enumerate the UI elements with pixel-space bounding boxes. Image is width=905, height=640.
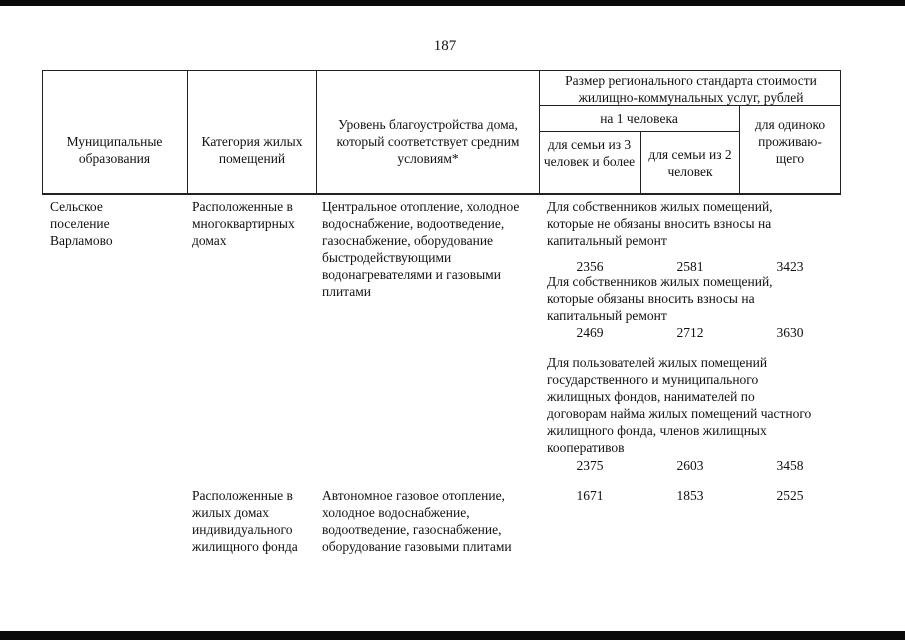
value-group3-family3: 2375 — [576, 458, 604, 473]
level-autonomous-gas-heating: Автономное газовое отопление, холодное водоснабжение, водоотведение, газоснабжение, оборудование газовыми плитами — [322, 488, 512, 554]
value-row2-family2: 1853 — [676, 488, 704, 503]
scan-bottom-border — [0, 631, 905, 640]
subheader-line-2 — [539, 131, 739, 132]
table-top-border — [42, 70, 841, 71]
value-group1-family3: 2356 — [576, 259, 604, 274]
col-divider-3 — [539, 70, 540, 194]
level-central-heating: Центральное отопление, холодное водоснабжение, водоотведение, газоснабжение, оборудование быстродействующими водонагревателями и газовыми плитами — [322, 199, 520, 299]
value-group2-family3: 2469 — [576, 325, 604, 340]
value-group3-single: 3458 — [776, 458, 804, 473]
header-level: Уровень благоустройства дома, который соответствует средним условиям* — [336, 117, 520, 166]
category-individual-houses: Расположенные в жилых домах индивидуального жилищного фонда — [192, 488, 298, 554]
value-group1-single: 3423 — [776, 259, 804, 274]
value-row2-single: 2525 — [776, 488, 804, 503]
group-label-owners-paying: Для собственников жилых помещений, которые обязаны вносить взносы на капитальный ремонт — [547, 274, 773, 323]
value-group2-family2: 2712 — [676, 325, 704, 340]
group-label-owners-not-paying: Для собственников жилых помещений, которые не обязаны вносить взносы на капитальный ремонт — [547, 199, 773, 248]
table-right-border — [840, 70, 841, 194]
group-label-tenants: Для пользователей жилых помещений государственного и муниципального жилищных фондов, нанимателей по договорам найма жилых помещений частного жилищного фонда, членов жилищных кооперативов — [547, 355, 812, 455]
category-apartment-buildings: Расположенные в многоквартирных домах — [192, 199, 295, 248]
header-municipal: Муниципальные образования — [66, 134, 163, 166]
header-per-person: на 1 человека — [600, 111, 678, 126]
header-family-3: для семьи из 3 человек и более — [543, 137, 636, 169]
header-family-2: для семьи из 2 человек — [648, 147, 732, 179]
scan-top-border — [0, 0, 905, 6]
value-group3-family2: 2603 — [676, 458, 704, 473]
header-category: Категория жилых помещений — [201, 134, 303, 166]
header-bottom-border — [42, 193, 841, 195]
col-divider-1 — [187, 70, 188, 194]
col-divider-5 — [739, 105, 740, 194]
col-divider-2 — [316, 70, 317, 194]
header-single: для одиноко проживаю-щего — [754, 117, 826, 166]
value-group1-family2: 2581 — [676, 259, 704, 274]
page-number: 187 — [433, 38, 457, 54]
value-group2-single: 3630 — [776, 325, 804, 340]
municipality-name: Сельское поселение Варламово — [50, 199, 113, 248]
table-left-border — [42, 70, 43, 194]
value-row2-family3: 1671 — [576, 488, 604, 503]
header-standard-size: Размер регионального стандарта стоимости жилищно-коммунальных услуг, рублей — [565, 73, 817, 105]
col-divider-4 — [640, 131, 641, 194]
